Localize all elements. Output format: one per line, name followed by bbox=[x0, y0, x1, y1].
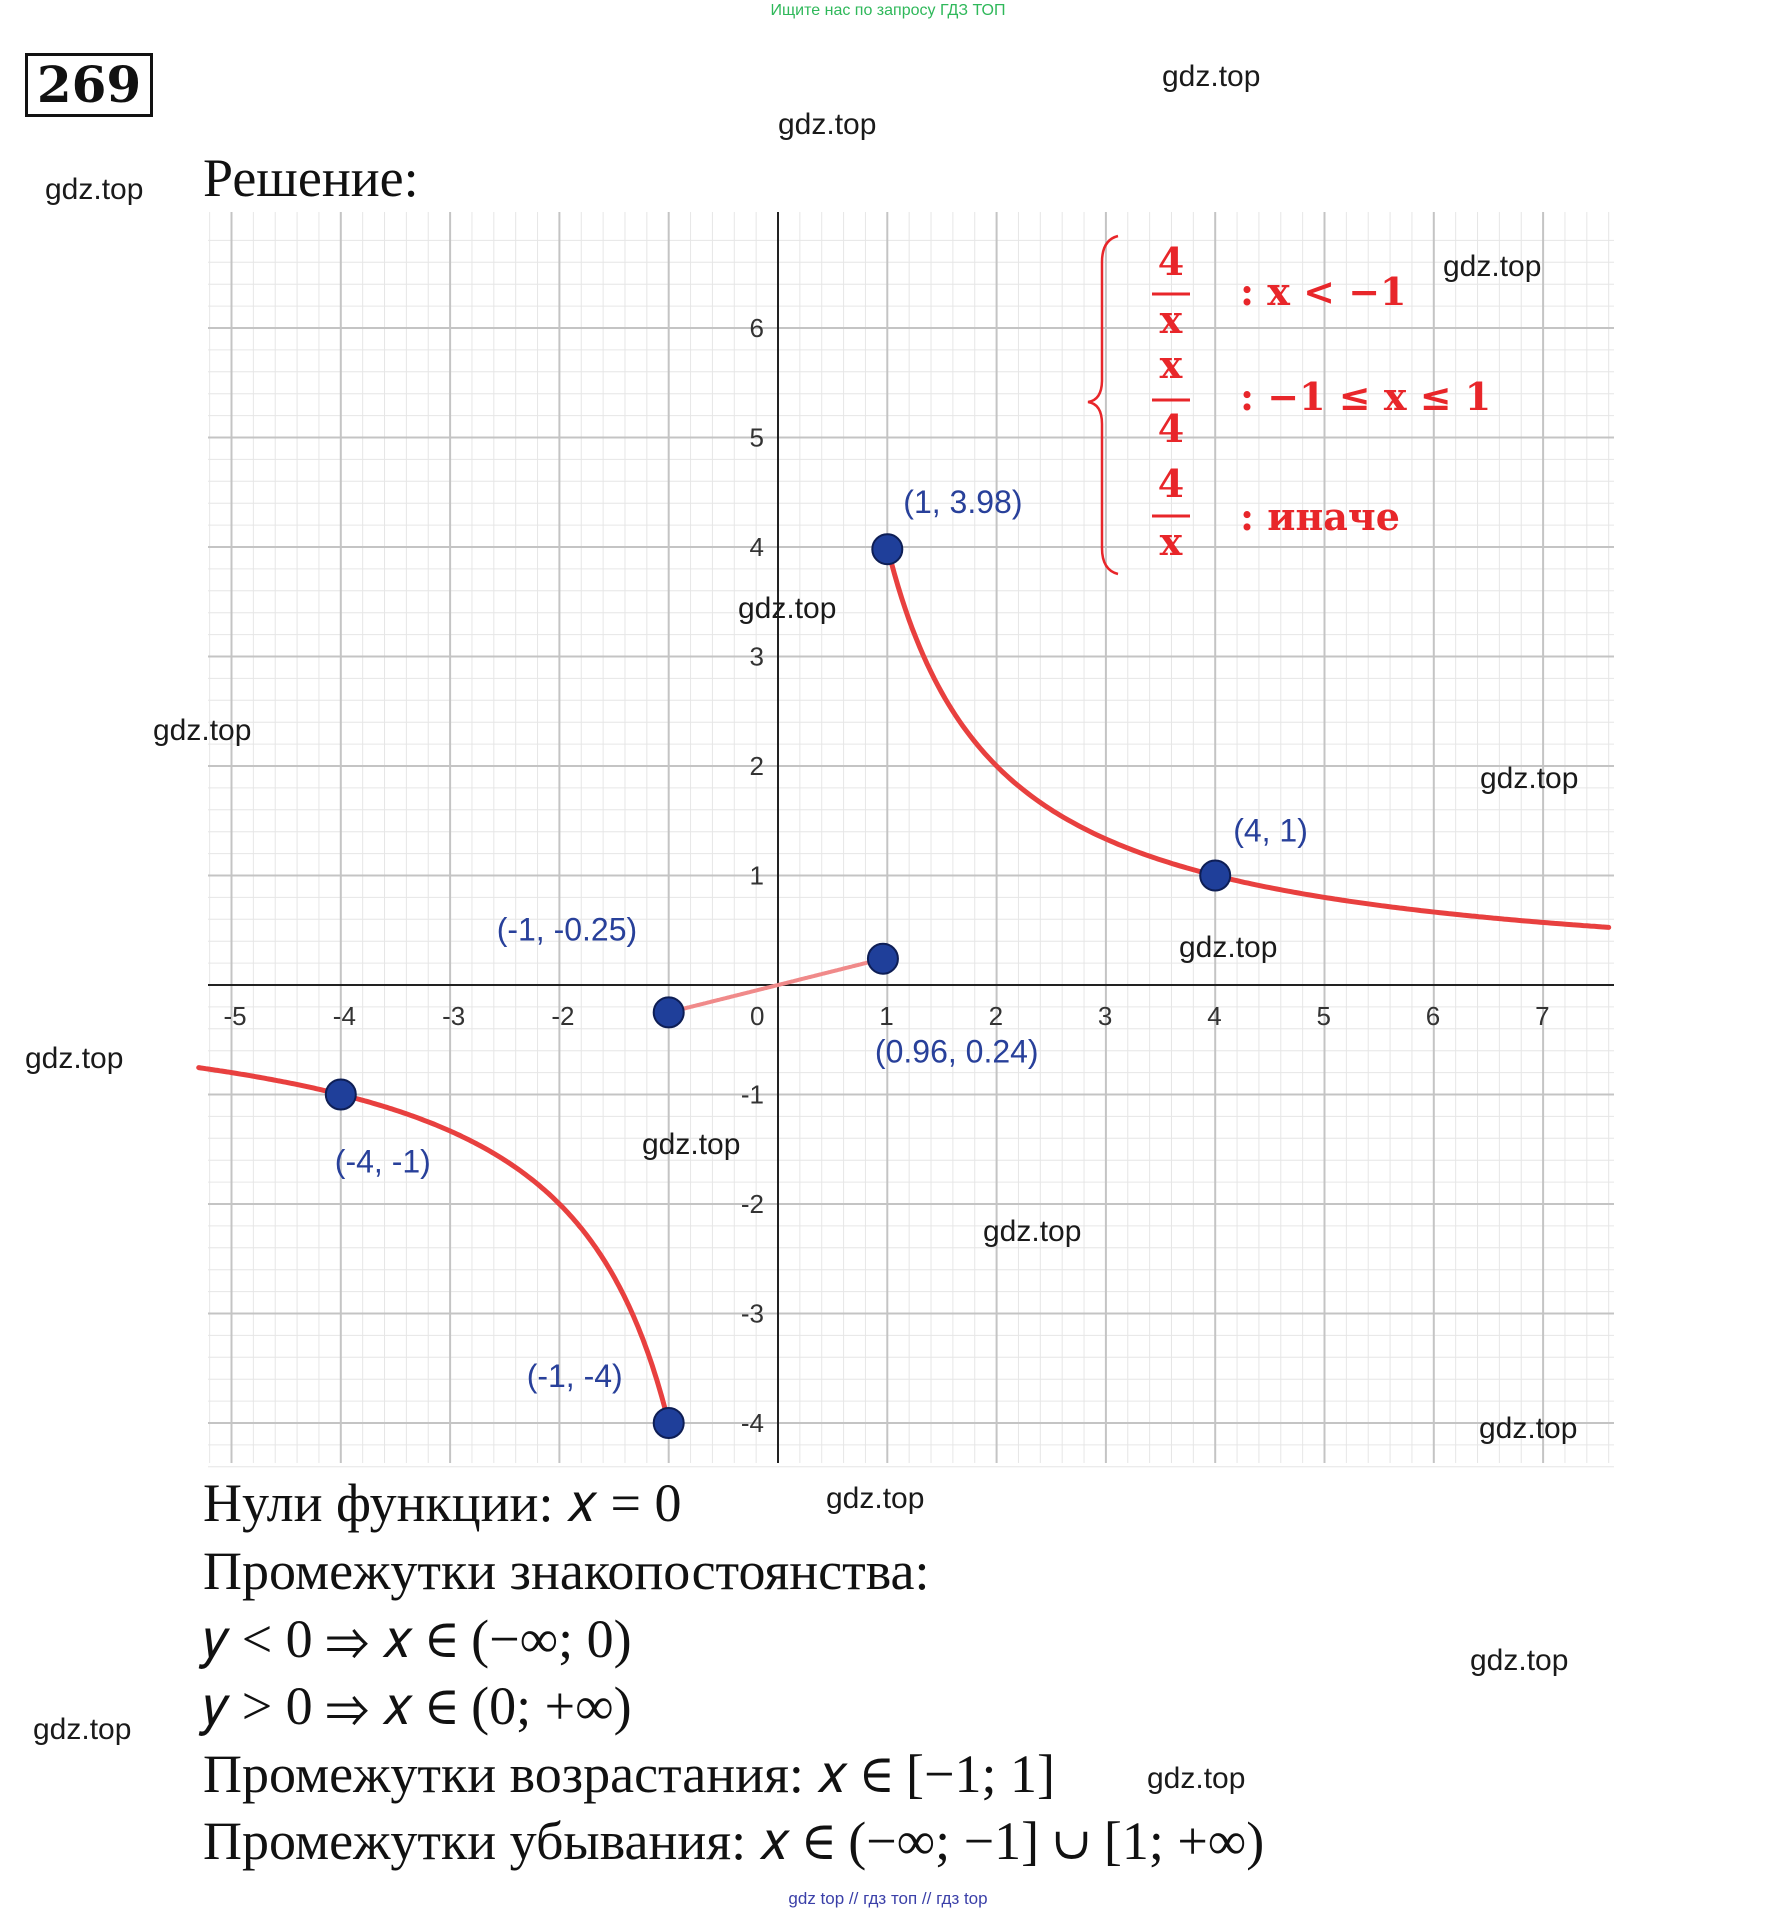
y-tick-label: 2 bbox=[749, 751, 764, 781]
zeros-line: Нули функции: 𝑥 = 0 bbox=[203, 1473, 682, 1533]
piecewise-definition bbox=[1088, 236, 1491, 574]
y-tick-label: -1 bbox=[740, 1079, 764, 1110]
watermark: gdz.top bbox=[33, 1713, 132, 1746]
y-tick-label: 4 bbox=[749, 532, 764, 562]
point-label: (0.96, 0.24) bbox=[874, 1033, 1039, 1070]
watermark: gdz.top bbox=[45, 173, 144, 206]
piecewise-condition: : x < −1 bbox=[1240, 269, 1407, 314]
watermark: gdz.top bbox=[826, 1482, 925, 1515]
x-tick-label: 2 bbox=[988, 1001, 1004, 1031]
point-label: (-4, -1) bbox=[334, 1143, 431, 1180]
data-point bbox=[654, 1408, 684, 1438]
watermark: gdz.top bbox=[1162, 60, 1261, 93]
watermark: gdz.top bbox=[1179, 931, 1278, 964]
data-point bbox=[868, 944, 898, 974]
positive-interval: 𝑦 > 0 ⇒ 𝑥 ∈ (0; +∞) bbox=[203, 1676, 632, 1736]
increasing-interval: Промежутки возрастания: 𝑥 ∈ [−1; 1] bbox=[203, 1744, 1055, 1804]
x-tick-label: 5 bbox=[1316, 1001, 1331, 1031]
piecewise-condition: : −1 ≤ x ≤ 1 bbox=[1240, 374, 1492, 419]
x-tick-label: 1 bbox=[879, 1001, 894, 1031]
watermark: gdz.top bbox=[1443, 250, 1542, 283]
watermark: gdz.top bbox=[1470, 1644, 1569, 1677]
y-tick-label: -2 bbox=[740, 1189, 764, 1219]
watermark: gdz.top bbox=[153, 714, 252, 747]
data-point bbox=[326, 1080, 356, 1110]
points bbox=[326, 484, 1308, 1438]
piecewise-numerator: x bbox=[1159, 342, 1183, 387]
point-label: (-1, -4) bbox=[526, 1358, 623, 1394]
watermark: gdz.top bbox=[1479, 1412, 1578, 1445]
point-label: (-1, -0.25) bbox=[496, 911, 638, 948]
y-tick-label: 6 bbox=[749, 313, 764, 343]
watermark: gdz.top bbox=[1147, 1762, 1246, 1795]
watermark: gdz.top bbox=[1480, 762, 1579, 795]
piecewise-denominator: 4 bbox=[1157, 406, 1185, 451]
negative-interval: 𝑦 < 0 ⇒ 𝑥 ∈ (−∞; 0) bbox=[203, 1609, 632, 1669]
sign-intervals-title: Промежутки знакопостоянства: bbox=[203, 1541, 930, 1601]
x-tick-label: -4 bbox=[332, 1001, 356, 1031]
solution-heading: Решение: bbox=[203, 148, 419, 208]
x-tick-label: 6 bbox=[1425, 1001, 1441, 1031]
x-tick-label: -2 bbox=[551, 1001, 575, 1031]
data-point bbox=[1200, 861, 1230, 891]
x-tick-label: -3 bbox=[442, 1001, 466, 1031]
y-tick-label: 3 bbox=[749, 641, 764, 672]
piecewise-denominator: x bbox=[1159, 297, 1183, 342]
y-tick-label: 5 bbox=[749, 422, 764, 453]
y-tick-label: -4 bbox=[740, 1408, 764, 1438]
piecewise-condition: : иначе bbox=[1240, 494, 1400, 539]
brace bbox=[1088, 236, 1118, 574]
data-point bbox=[654, 997, 684, 1027]
piecewise-numerator: 4 bbox=[1157, 239, 1185, 284]
footer-links: gdz top // гдз топ // гдз top bbox=[788, 1889, 988, 1908]
watermark: gdz.top bbox=[642, 1128, 741, 1161]
curve-series bbox=[887, 547, 1608, 927]
watermark: gdz.top bbox=[778, 108, 877, 141]
x-tick-label: 3 bbox=[1097, 1001, 1113, 1031]
watermark: gdz.top bbox=[738, 592, 837, 625]
watermark: gdz.top bbox=[983, 1215, 1082, 1248]
x-tick-label: -5 bbox=[223, 1001, 247, 1031]
x-tick-label: 4 bbox=[1207, 1001, 1222, 1031]
point-label: (4, 1) bbox=[1233, 812, 1308, 849]
piecewise-numerator: 4 bbox=[1157, 461, 1185, 506]
data-point bbox=[872, 534, 902, 564]
problem-number: 269 bbox=[25, 53, 153, 117]
top-banner: Ищите нас по запросу ГДЗ ТОП bbox=[770, 2, 1006, 19]
point-label: (1, 3.98) bbox=[903, 484, 1023, 521]
decreasing-interval: Промежутки убывания: 𝑥 ∈ (−∞; −1] ∪ [1; +∞) bbox=[203, 1811, 1265, 1871]
y-tick-label: 1 bbox=[749, 860, 764, 891]
piecewise-denominator: x bbox=[1159, 519, 1183, 564]
watermark: gdz.top bbox=[25, 1042, 124, 1075]
x-tick-label: 7 bbox=[1535, 1001, 1550, 1031]
y-tick-label: -3 bbox=[740, 1298, 764, 1329]
x-tick-label: 0 bbox=[750, 1001, 765, 1031]
